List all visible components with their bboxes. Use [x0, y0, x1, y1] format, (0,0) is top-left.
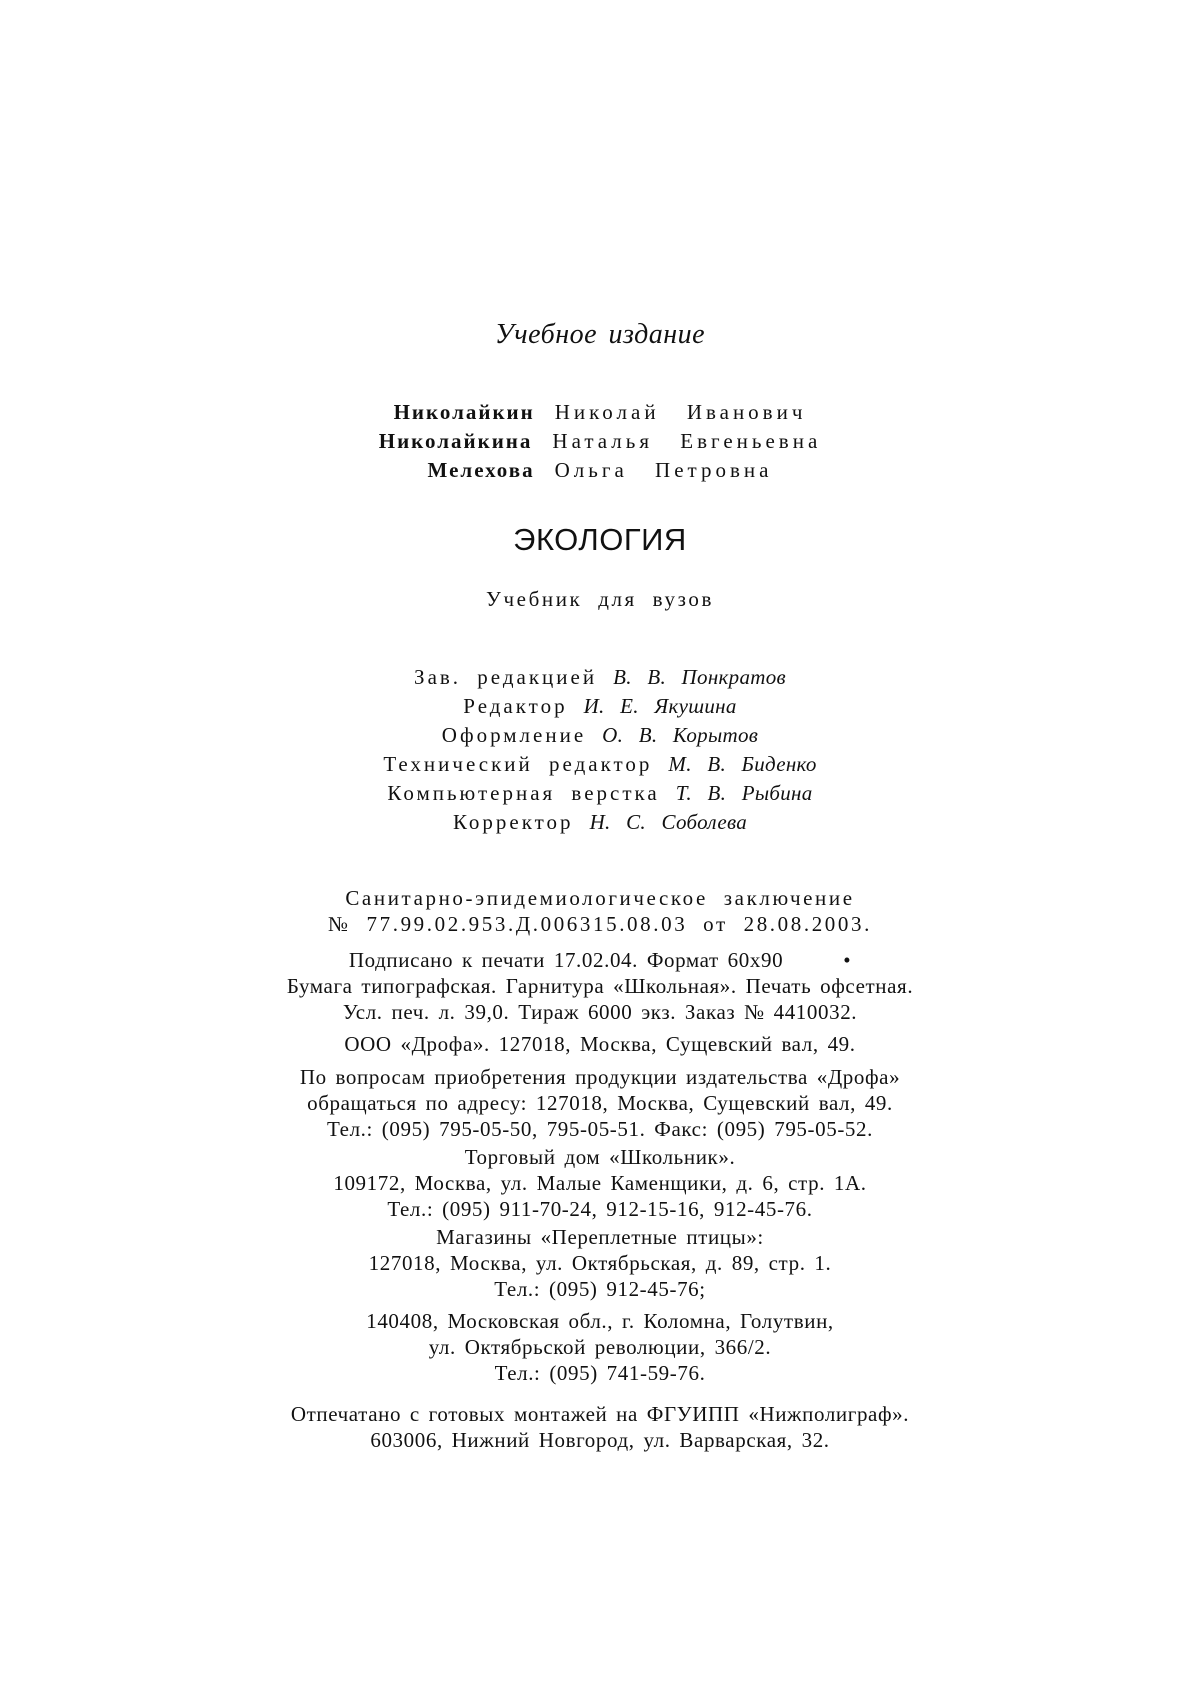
inquiries-line-2: обращаться по адресу: 127018, Москва, Сущевский вал, 49. — [307, 1091, 893, 1115]
kolomna-line-2: ул. Октябрьской революции, 366/2. — [428, 1335, 772, 1359]
printer-line-2: 603006, Нижний Новгород, ул. Варварская, 32. — [370, 1428, 830, 1452]
author-name: Ольга Петровна — [554, 458, 773, 482]
trading-house-line-1: Торговый дом «Школьник». — [464, 1145, 736, 1169]
print-info-line-3: Усл. печ. л. 39,0. Тираж 6000 экз. Заказ № 4410032. — [342, 1000, 858, 1024]
staff-row — [0, 780, 1200, 806]
staff-name: М. В. Биденко — [668, 752, 817, 776]
shops-line-1: Магазины «Переплетные птицы»: — [436, 1225, 764, 1249]
author-surname: Николайкин — [393, 400, 535, 424]
book-title: ЭКОЛОГИЯ — [513, 522, 687, 557]
kolomna-line-3: Тел.: (095) 741-59-76. — [494, 1361, 706, 1385]
staff-name: О. В. Корытов — [602, 723, 759, 747]
author-1 — [0, 399, 1200, 425]
staff-name: И. Е. Якушина — [583, 694, 737, 718]
trading-house-line-2: 109172, Москва, ул. Малые Каменщики, д. 6, стр. 1А. — [333, 1171, 867, 1195]
series-label: Учебное издание — [494, 319, 706, 350]
staff-role: Корректор — [452, 810, 574, 834]
publisher-line: ООО «Дрофа». 127018, Москва, Сущевский вал, 49. — [344, 1032, 856, 1056]
author-name: Наталья Евгеньевна — [552, 429, 822, 453]
inquiries-line-1: По вопросам приобретения продукции издательства «Дрофа» — [299, 1065, 901, 1089]
staff-row — [0, 722, 1200, 748]
staff-role: Редактор — [463, 694, 568, 718]
sanitary-line-2: № 77.99.02.953.Д.006315.08.03 от 28.08.2003. — [328, 912, 872, 936]
author-surname: Мелехова — [427, 458, 535, 482]
staff-role: Технический редактор — [383, 752, 653, 776]
inquiries-line-3: Тел.: (095) 795-05-50, 795-05-51. Факс: (095) 795-05-52. — [327, 1117, 873, 1141]
staff-row — [0, 664, 1200, 690]
author-surname: Николайкина — [378, 429, 533, 453]
author-2 — [0, 428, 1200, 454]
shops-line-2: 127018, Москва, ул. Октябрьская, д. 89, стр. 1. — [368, 1251, 832, 1275]
trading-house-line-3: Тел.: (095) 911-70-24, 912-15-16, 912-45-76. — [387, 1197, 813, 1221]
sanitary-line-1: Санитарно-эпидемиологическое заключение — [345, 886, 855, 910]
author-name: Николай Иванович — [554, 400, 807, 424]
staff-name: В. В. Понкратов — [613, 665, 786, 689]
staff-row — [0, 809, 1200, 835]
bullet-icon: • — [843, 948, 852, 972]
print-info-line-1 — [0, 947, 1200, 973]
staff-role: Компьютерная верстка — [387, 781, 660, 805]
author-3 — [0, 457, 1200, 483]
print-format: Подписано к печати 17.02.04. Формат 60x90 — [348, 948, 784, 972]
print-info-line-2: Бумага типографская. Гарнитура «Школьная». Печать офсетная. — [286, 974, 914, 998]
staff-role: Зав. редакцией — [414, 665, 598, 689]
staff-name: Н. С. Соболева — [589, 810, 748, 834]
kolomna-line-1: 140408, Московская обл., г. Коломна, Голутвин, — [366, 1309, 834, 1333]
book-subtitle: Учебник для вузов — [486, 587, 714, 611]
staff-role: Оформление — [441, 723, 587, 747]
printer-line-1: Отпечатано с готовых монтажей на ФГУИПП «Нижполиграф». — [290, 1402, 910, 1426]
shops-line-3: Тел.: (095) 912-45-76; — [494, 1277, 706, 1301]
staff-row — [0, 693, 1200, 719]
staff-row — [0, 751, 1200, 777]
staff-name: Т. В. Рыбина — [675, 781, 813, 805]
